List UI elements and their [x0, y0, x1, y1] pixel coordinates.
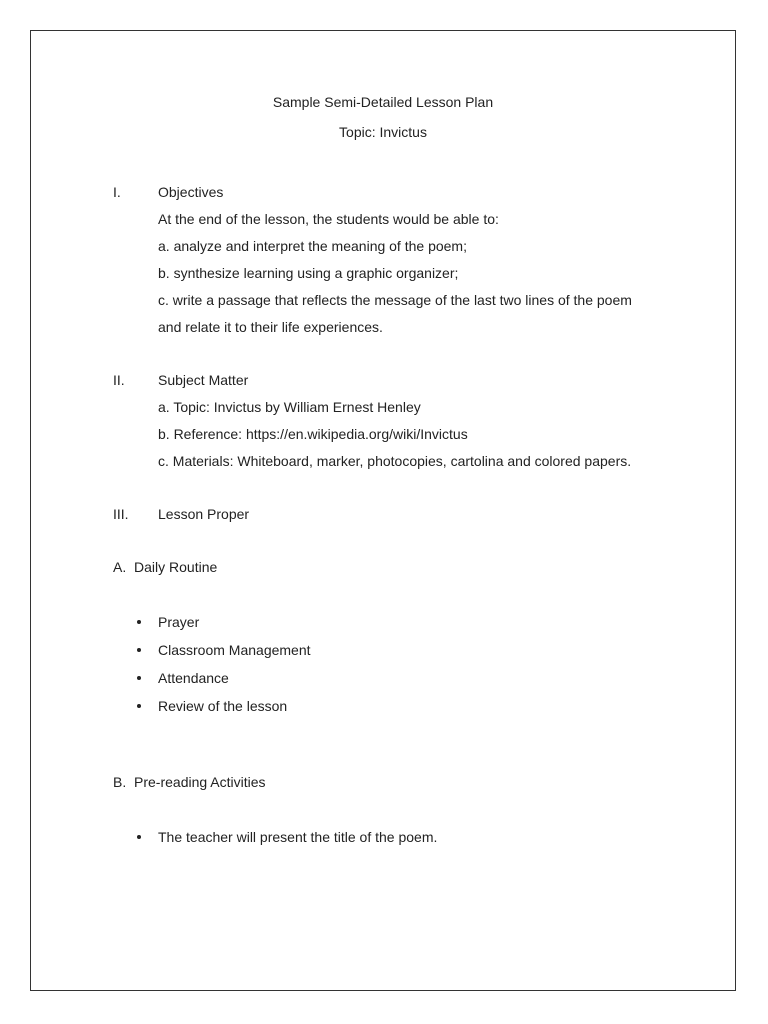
- objective-b: b. synthesize learning using a graphic organizer;: [158, 265, 459, 281]
- pre-reading-item: The teacher will present the title of the poem.: [158, 829, 438, 845]
- objective-c: c. write a passage that reflects the message of the last two lines of the poem: [158, 292, 632, 308]
- objective-a: a. analyze and interpret the meaning of the poem;: [158, 238, 467, 254]
- objectives-intro: At the end of the lesson, the students would be able to:: [158, 211, 499, 227]
- part-b-heading: B. Pre-reading Activities: [113, 774, 266, 790]
- bullet-dot: [137, 704, 141, 708]
- section-1-numeral: I.: [113, 184, 121, 200]
- routine-item-review: Review of the lesson: [158, 698, 288, 714]
- section-2-heading: Subject Matter: [158, 372, 249, 388]
- document-page: [30, 30, 736, 991]
- routine-item-classroom-management: Classroom Management: [158, 642, 311, 658]
- subject-topic: a. Topic: Invictus by William Ernest Henley: [158, 399, 421, 415]
- section-3-heading: Lesson Proper: [158, 506, 250, 522]
- part-a-heading: A. Daily Routine: [113, 559, 218, 575]
- routine-item-attendance: Attendance: [158, 670, 229, 686]
- bullet-dot: [137, 620, 141, 624]
- subject-materials: c. Materials: Whiteboard, marker, photocopies, cartolina and colored papers.: [158, 453, 632, 469]
- bullet-dot: [137, 676, 141, 680]
- routine-item-prayer: Prayer: [158, 614, 200, 630]
- document-title: Sample Semi-Detailed Lesson Plan: [272, 94, 494, 110]
- bullet-dot: [137, 835, 141, 839]
- section-1-heading: Objectives: [158, 184, 224, 200]
- section-3-numeral: III.: [113, 506, 129, 522]
- objective-c-continued: and relate it to their life experiences.: [158, 319, 383, 335]
- bullet-dot: [137, 648, 141, 652]
- subject-reference: b. Reference: https://en.wikipedia.org/wiki/Invictus: [158, 426, 468, 442]
- document-topic: Topic: Invictus: [339, 124, 427, 140]
- section-2-numeral: II.: [113, 372, 125, 388]
